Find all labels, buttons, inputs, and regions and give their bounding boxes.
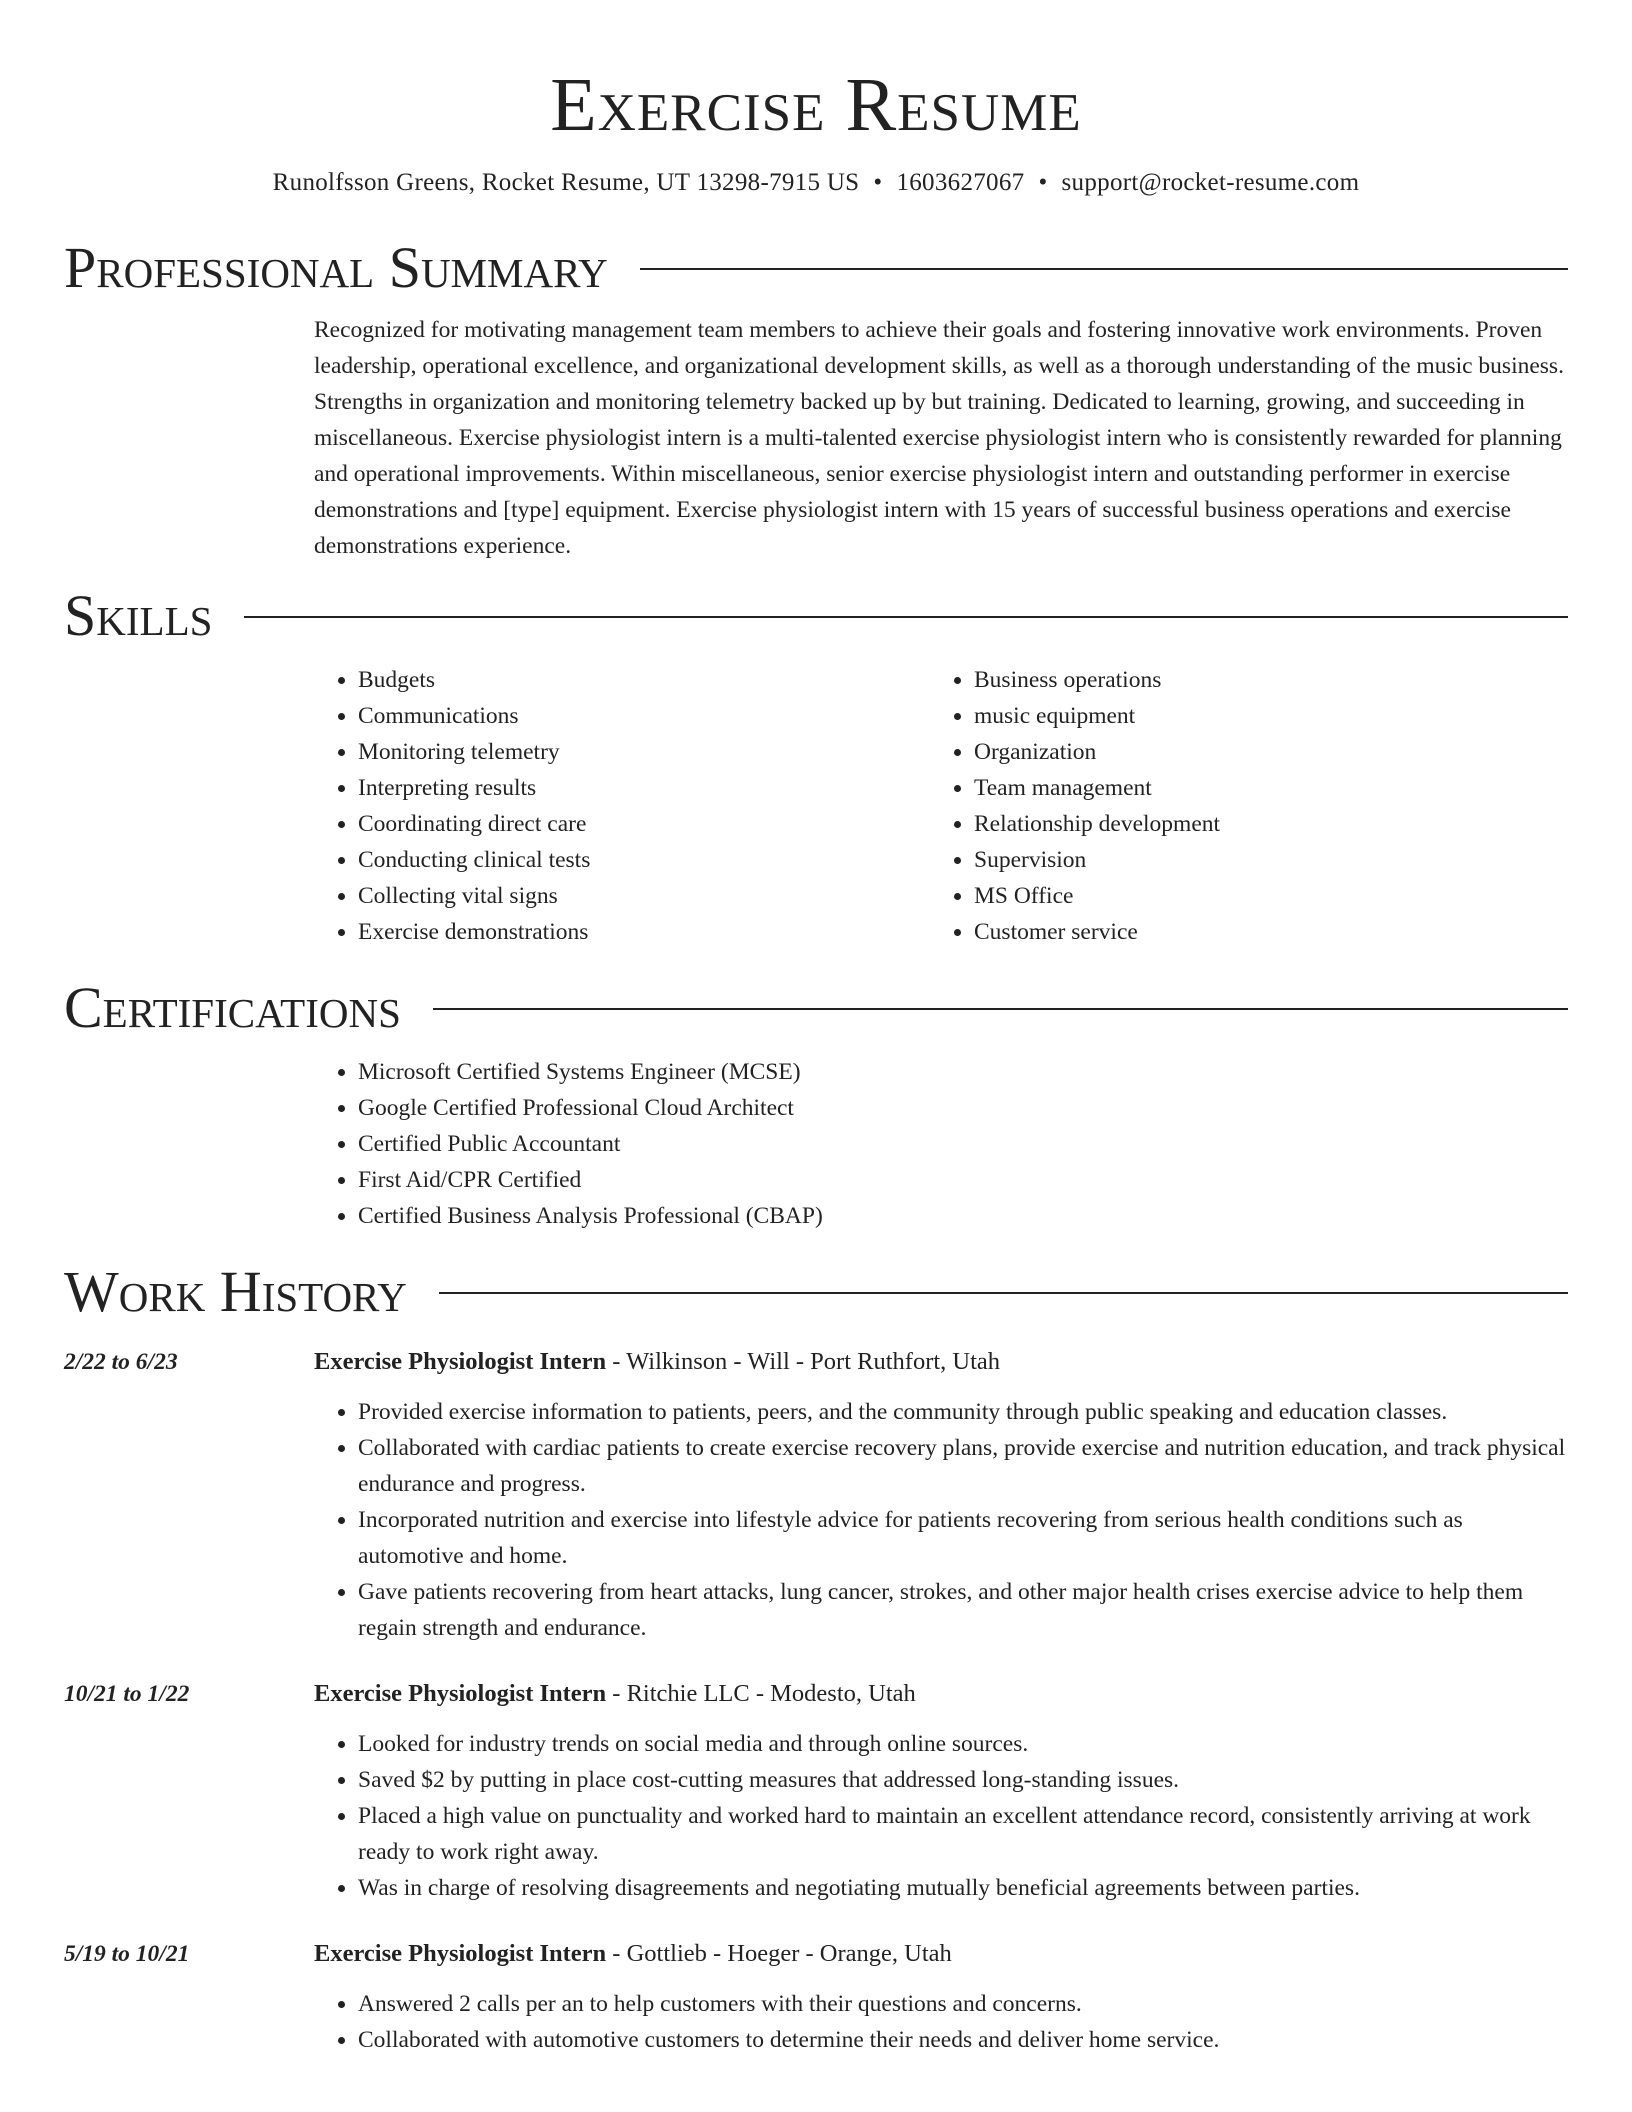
contact-separator: • [1038,169,1048,196]
job-dates: 2/22 to 6/23 [64,1349,178,1375]
job-dates: 5/19 to 10/21 [64,1941,190,1967]
skill-item: • Monitoring telemetry [358,734,930,770]
job-details [314,1936,1568,2058]
contact-phone: 1603627067 [896,169,1025,196]
job-bullet: • Gave patients recovering from heart attacks, lung cancer, strokes, and other major health crises exercise advice to help them regain strength and endurance. [358,1574,1568,1646]
resume-name: Exercise Resume [550,63,1082,147]
job-bullet: • Incorporated nutrition and exercise into lifestyle advice for patients recovering from serious health conditions such as automotive and home. [358,1502,1568,1574]
skill-item: • Business operations [974,662,1546,698]
section-title-summary: Professional Summary [64,235,608,300]
job-bullet: • Answered 2 calls per an to help customers with their questions and concerns. [358,1986,1568,2022]
skill-item: • Interpreting results [358,770,930,806]
certification-item: • Certified Public Accountant [358,1126,1568,1162]
section-header-skills [64,584,1568,648]
job-bullet: • Placed a high value on punctuality and worked hard to maintain an excellent attendance record, consistently arriving at work ready to work right away. [358,1798,1568,1870]
job-title: Exercise Physiologist Intern [314,1680,607,1707]
job-title-line [314,1936,1568,1972]
resume-page [64,0,1568,2058]
job-bullet: • Collaborated with automotive customers to determine their needs and deliver home service. [358,2022,1568,2058]
job-bullets [314,1726,1568,1906]
section-title-work-history: Work History [64,1259,407,1324]
job-entry [64,1676,1568,1906]
certifications-ul [314,1054,1568,1234]
job-title-line [314,1344,1568,1380]
job-entry [64,1936,1568,2058]
skill-item: • Conducting clinical tests [358,842,930,878]
job-bullets [314,1986,1568,2058]
certification-item: • Google Certified Professional Cloud Architect [358,1090,1568,1126]
contact-separator: • [873,169,883,196]
summary-text: Recognized for motivating management team members to achieve their goals and fostering innovative work environments. Proven leadership, operational excellence, and organizational development skills, as well as a thorough understanding of the music business. Strengths in organization and monitoring telemetry backed up by but training. Dedicated to learning, growing, and succeeding in miscellaneous. Exercise physiologist intern is a multi-talented exercise physiologist intern who is consistently rewarded for planning and operational improvements. Within miscellaneous, senior exercise physiologist intern and outstanding performer in exercise demonstrations and [type] equipment. Exercise physiologist intern with 15 years of successful business operations and exercise demonstrations experience. [314,317,1564,559]
job-bullets [314,1394,1568,1646]
skill-item: • music equipment [974,698,1546,734]
skill-item: • MS Office [974,878,1546,914]
job-dates: 10/21 to 1/22 [64,1681,190,1707]
skill-item: • Exercise demonstrations [358,914,930,950]
job-company: - Gottlieb - Hoeger - Orange, Utah [606,1940,952,1967]
skills-column-left [314,662,930,950]
section-header-certifications [64,976,1568,1040]
certification-item: • First Aid/CPR Certified [358,1162,1568,1198]
skill-item: • Budgets [358,662,930,698]
skills-list [314,662,1568,950]
contact-line [64,168,1568,198]
section-divider [433,1008,1568,1010]
job-bullet: • Saved $2 by putting in place cost-cutting measures that addressed long-standing issues. [358,1762,1568,1798]
skill-item: • Supervision [974,842,1546,878]
section-title-skills: Skills [64,583,213,648]
section-divider [244,616,1568,618]
job-title-line [314,1676,1568,1712]
skill-item: • Collecting vital signs [358,878,930,914]
skill-item: • Customer service [974,914,1546,950]
job-details [314,1676,1568,1906]
job-bullet: • Looked for industry trends on social media and through online sources. [358,1726,1568,1762]
skills-column-right [930,662,1546,950]
section-divider [640,268,1568,270]
contact-email[interactable]: support@rocket-resume.com [1061,169,1360,196]
job-company: - Ritchie LLC - Modesto, Utah [606,1680,916,1707]
certification-item: • Certified Business Analysis Professional (CBAP) [358,1198,1568,1234]
section-header-work-history [64,1260,1568,1324]
job-bullet: • Provided exercise information to patients, peers, and the community through public speaking and education classes. [358,1394,1568,1430]
skill-item: • Communications [358,698,930,734]
skill-item: • Team management [974,770,1546,806]
skill-item: • Coordinating direct care [358,806,930,842]
skill-item: • Organization [974,734,1546,770]
job-title: Exercise Physiologist Intern [314,1940,607,1967]
skill-item: • Relationship development [974,806,1546,842]
job-title: Exercise Physiologist Intern [314,1348,607,1375]
section-header-summary [64,236,1568,300]
contact-address: Runolfsson Greens, Rocket Resume, UT 13298-7915 US [272,169,860,196]
certifications-list [314,1054,1568,1234]
job-details [314,1344,1568,1646]
job-bullet: • Was in charge of resolving disagreements and negotiating mutually beneficial agreements between parties. [358,1870,1568,1906]
section-title-certifications: Certifications [64,975,401,1040]
job-entry [64,1344,1568,1646]
section-divider [439,1292,1568,1294]
certification-item: • Microsoft Certified Systems Engineer (MCSE) [358,1054,1568,1090]
job-company: - Wilkinson - Will - Port Ruthfort, Utah [606,1348,1001,1375]
job-bullet: • Collaborated with cardiac patients to create exercise recovery plans, provide exercise and nutrition education, and track physical endurance and progress. [358,1430,1568,1502]
